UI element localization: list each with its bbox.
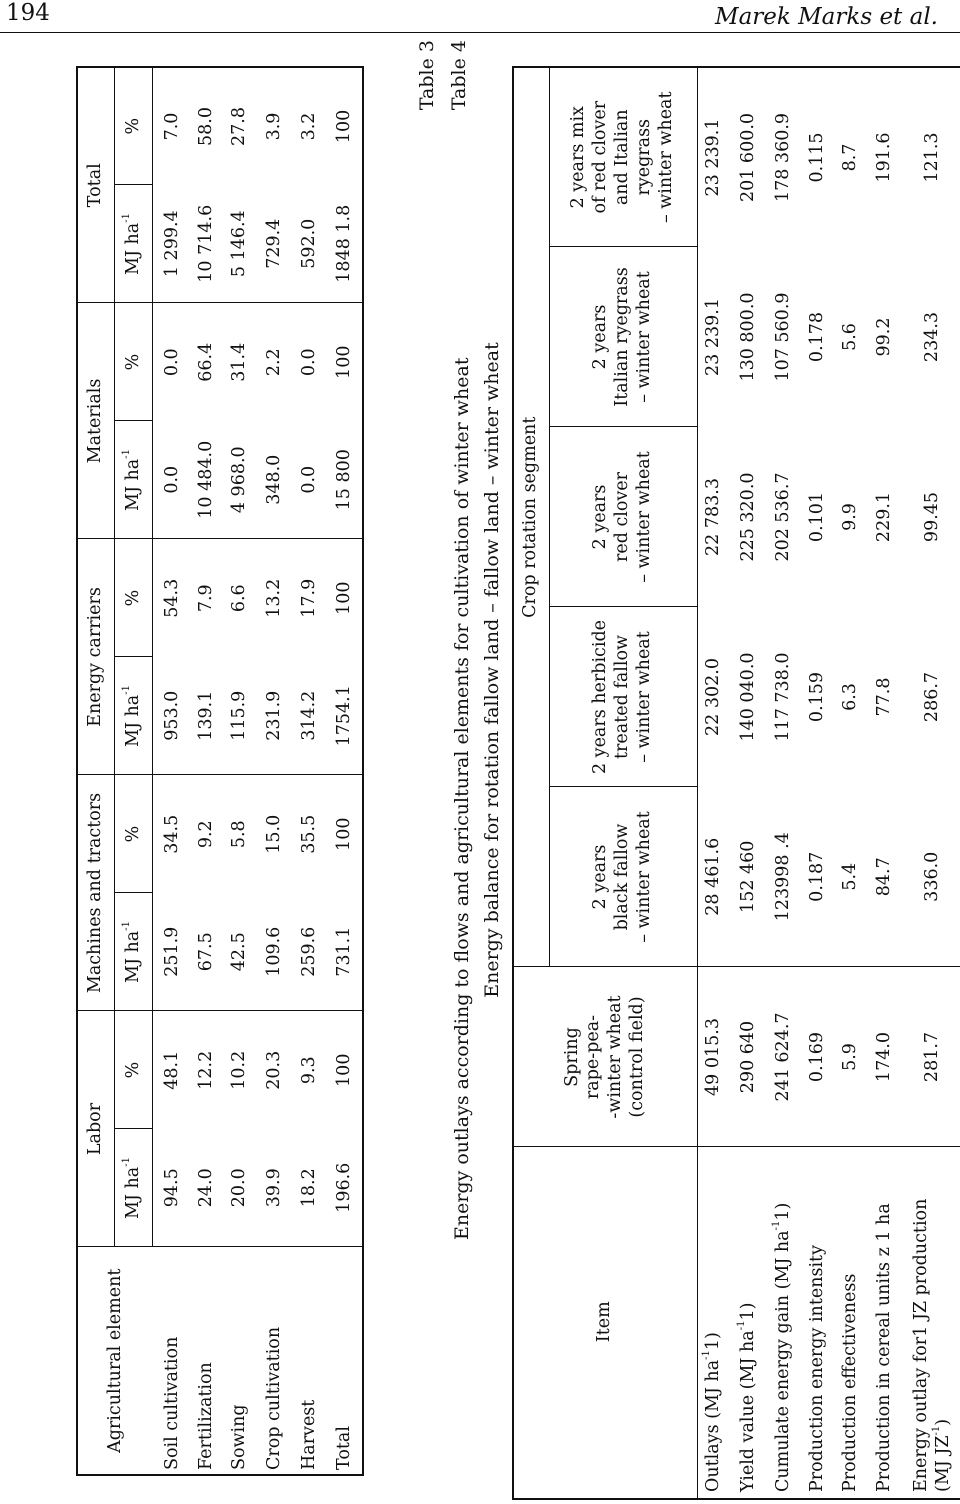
table-row [801, 67, 834, 1499]
table4-header-line: ryegrass [633, 118, 654, 196]
table4-cell: 0.187 [806, 851, 827, 902]
table3-cell: 67.5 [195, 932, 216, 972]
table4-cell: 99.45 [921, 491, 942, 543]
table4-cell: 201 600.0 [737, 112, 758, 203]
table4-row-label-line: Yield value (MJ $ha^{-1}1$) [735, 1302, 758, 1492]
table3-cell: 27.8 [229, 107, 249, 146]
table4-cell: 23 239.1 [703, 118, 724, 197]
table4-cell: 84.7 [873, 857, 894, 897]
table3-cell: 251.9 [162, 926, 183, 977]
table-row [766, 67, 801, 1499]
table4-header-line: – winter wheat [655, 91, 676, 224]
table3-cell: 348.0 [263, 454, 284, 505]
table3-cell: 259.6 [298, 926, 319, 977]
table4-row-label [801, 1147, 834, 1499]
table3-group-machines: Machines and tractors [77, 775, 114, 1011]
table4-cell: 191.6 [873, 132, 894, 183]
table-row [189, 67, 223, 1475]
unit-superscript: -1 [120, 449, 132, 459]
table4-cell: 28 461.6 [703, 837, 724, 916]
table3-row-label: Fertilization [189, 1247, 223, 1475]
table-row [834, 67, 867, 1499]
table4-header-line: 2 years [590, 844, 611, 910]
table4-header-segment: Crop rotation segment [513, 67, 549, 967]
table4-cell: 241 624.7 [766, 967, 801, 1147]
table4-row-label-line: Outlays (MJ $ha^{-1}1$) [701, 1332, 724, 1492]
table4-cell: 123998 .4 [772, 832, 793, 922]
table4-header-line: black fallow [612, 823, 633, 931]
table3-row-label: Total [326, 1247, 363, 1475]
table3-row-label: Soil cultivation [152, 1247, 189, 1475]
table4-cell: 225 320.0 [737, 472, 758, 562]
table3-unit-mj: MJ $ha^{-1}$ [114, 657, 152, 775]
table3-cell: 9.2 [189, 775, 223, 893]
table4-header-line: of red clover [590, 100, 611, 214]
table3-row-label: Sowing [223, 1247, 256, 1475]
table3-cell: 0.0 [292, 303, 326, 421]
table3-cell: 3.9 [263, 112, 284, 141]
table4-header-col-4 [549, 427, 697, 607]
table3-wrapper [76, 68, 364, 1476]
table3-cell: 231.9 [263, 690, 284, 741]
table4-header-line: 2 years mix [568, 106, 589, 209]
table4-row-label [697, 1147, 731, 1499]
table4-row-label-line: Energy outlay for1 JZ production [910, 1198, 931, 1492]
table3-cell: 7.0 [162, 112, 183, 141]
table3-unit-percent: % [114, 775, 152, 893]
table3-group-labor: Labor [77, 1011, 114, 1247]
table3-cell: 100 [326, 303, 363, 421]
table3-cell: 314.2 [298, 690, 319, 741]
table3-cell: 196.6 [333, 1162, 354, 1213]
table4-cell: 202 536.7 [772, 472, 793, 562]
table3-unit-percent: % [114, 67, 152, 185]
table4-header-line: – winter wheat [633, 451, 654, 583]
table3-unit-mj: MJ $ha^{-1}$ [114, 421, 152, 539]
table4-row-label [902, 1147, 960, 1499]
table4-cell: 130 800.0 [737, 292, 758, 382]
table4-row-label-line: (MJ $JZ^{-1}$) [930, 1418, 953, 1492]
table3-cell: 6.6 [223, 539, 256, 657]
table4-cell: 152 460 [737, 840, 758, 913]
table4-body [697, 67, 960, 1499]
unit-superscript: -1 [770, 1220, 782, 1231]
table3-cell: 15 800 [333, 449, 354, 511]
table3-cell: 20.0 [229, 1168, 249, 1208]
table3-cell: 58.0 [195, 107, 216, 146]
table4-title-block [446, 40, 506, 1120]
table3-cell: 12.2 [189, 1011, 223, 1129]
table3-cell: 7.9 [189, 539, 223, 657]
table4-cell: 8.7 [839, 143, 860, 172]
table-row [902, 67, 960, 1499]
header-rule [0, 32, 960, 33]
table3-cell: 35.5 [292, 775, 326, 893]
table3-cell: 5 146.4 [229, 210, 249, 278]
table3-cell: 139.1 [195, 690, 216, 741]
table3-cell: 42.5 [229, 932, 249, 972]
table4-header-col-5 [549, 247, 697, 427]
table3-group-energy-carriers: Energy carriers [77, 539, 114, 775]
table4-row-label-line: Cumulate energy gain (MJ $ha^{-1}1$) [770, 1202, 793, 1492]
table-row [152, 67, 189, 1475]
table3-label: Table 3 [416, 40, 438, 111]
table4-row-label-line: Production effectiveness [839, 1273, 860, 1492]
table4-row-label [731, 1147, 766, 1499]
table4-cell: 174.0 [867, 967, 902, 1147]
table3-cell: 10 714.6 [195, 204, 216, 283]
table3-cell: 4 968.0 [229, 446, 249, 514]
table3-cell: 18.2 [298, 1168, 319, 1208]
table3-cell: 13.2 [256, 539, 292, 657]
table4-row-label [834, 1147, 867, 1499]
table4-cell: 5.6 [839, 323, 860, 351]
table3-unit-mj: MJ $ha^{-1}$ [114, 1129, 152, 1247]
table4-header-col-2 [549, 787, 697, 967]
table3-row-label: Crop cultivation [256, 1247, 292, 1475]
table4-cell: 336.0 [921, 851, 942, 902]
table3-body [152, 67, 363, 1475]
table3-cell: 39.9 [263, 1168, 284, 1208]
table4-header-line: Spring [561, 1027, 582, 1087]
page-number: 194 [6, 0, 50, 26]
table-row [326, 67, 363, 1475]
table4-cell: 99.2 [873, 317, 894, 357]
table4-row-label [766, 1147, 801, 1499]
table4-header-line: -winter wheat [605, 995, 626, 1119]
table4-cell: 0.159 [806, 671, 827, 723]
table3-caption: Energy outlays according to flows and agricultural elements for cultivation of winter wheat [451, 357, 473, 1240]
table3-cell: 1754.1 [333, 685, 354, 747]
unit-superscript: -1 [120, 685, 132, 695]
table4-header-line: 2 years [590, 304, 611, 370]
table3-cell: 48.1 [152, 1011, 189, 1129]
table4-header-line: (control field) [627, 996, 648, 1118]
table4-cell: 0.169 [801, 967, 834, 1147]
table3-unit-mj: MJ $ha^{-1}$ [114, 185, 152, 303]
table4-cell: 290 640 [731, 967, 766, 1147]
table4-header-line: Italian ryegrass [612, 267, 633, 407]
table4-header-line: 2 years herbicide [590, 619, 611, 775]
table4-header-line: – winter wheat [633, 811, 654, 943]
table4-header-line: – winter wheat [633, 271, 654, 403]
table4-cell: 77.8 [873, 677, 894, 717]
table4-cell: 49 015.3 [697, 967, 731, 1147]
table4-header-line: rape-pea- [583, 1014, 604, 1100]
table4-cell: 5.4 [839, 862, 860, 891]
table4-cell: 23 239.1 [703, 298, 724, 376]
table4-cell: 178 360.9 [772, 112, 793, 203]
table-row [223, 67, 256, 1475]
table3-cell: 15.0 [256, 775, 292, 893]
table3-cell: 0.0 [298, 465, 319, 494]
table3-cell: 34.5 [152, 775, 189, 893]
table3-cell: 592.0 [298, 218, 319, 269]
table3-unit-percent: % [114, 1011, 152, 1129]
table4-caption: Energy balance for rotation fallow land – fallow land – winter wheat [481, 342, 503, 998]
table3-cell: 100 [333, 109, 354, 144]
table3-group-materials: Materials [77, 303, 114, 539]
table3-row-label: Harvest [292, 1247, 326, 1475]
unit-superscript: -1 [120, 1157, 132, 1167]
table4-row-label [867, 1147, 902, 1499]
table4-header-col-6 [549, 67, 697, 247]
table4-cell: 9.9 [839, 503, 860, 531]
table3-cell: 2.2 [256, 303, 292, 421]
table4-header-line: and Italian [612, 109, 633, 206]
table3-cell: 24.0 [195, 1168, 216, 1208]
table3-cell: 3.2 [298, 112, 319, 141]
table4-cell: 117 738.0 [772, 652, 793, 742]
table3-cell: 54.3 [152, 539, 189, 657]
table3-unit-percent: % [114, 539, 152, 657]
table4-cell: 234.3 [921, 311, 942, 363]
table3-cell: 5.8 [223, 775, 256, 893]
table4-row-label-line: Production in cereal units z 1 ha [873, 1203, 894, 1492]
table3-cell: 729.4 [263, 218, 284, 269]
table4-cell: 5.9 [834, 967, 867, 1147]
table4-cell: 121.3 [921, 132, 942, 183]
unit-superscript: -1 [701, 1350, 713, 1360]
unit-superscript: -1 [735, 1320, 747, 1331]
table3-cell: 100 [326, 1011, 363, 1129]
table3 [76, 66, 364, 1476]
table4-header-line: red clover [612, 471, 633, 563]
unit-superscript: -1 [120, 213, 132, 223]
unit-superscript: -1 [930, 1425, 942, 1436]
table3-cell: 953.0 [162, 690, 183, 741]
table3-cell: 20.3 [256, 1011, 292, 1129]
table-row [867, 67, 902, 1499]
table3-unit-mj: MJ $ha^{-1}$ [114, 893, 152, 1011]
table3-cell: 115.9 [229, 690, 249, 741]
table4-header-item: Item [513, 1147, 697, 1499]
table4-header-col-3 [549, 607, 697, 787]
table-row [292, 67, 326, 1475]
running-header-authors: Marek Marks et al. [715, 4, 938, 30]
table3-cell: 10 484.0 [195, 440, 216, 519]
table4-cell: 286.7 [921, 671, 942, 723]
table3-cell: 66.4 [189, 303, 223, 421]
table4-cell: 0.101 [806, 491, 827, 543]
table3-header-agricultural-element: Agricultural element [77, 1247, 152, 1475]
table3-cell: 100 [326, 539, 363, 657]
table3-cell: 10.2 [223, 1011, 256, 1129]
table3-cell: 0.0 [152, 303, 189, 421]
table4 [512, 66, 960, 1500]
table3-cell: 1848 1.8 [333, 204, 354, 283]
table4-cell: 229.1 [873, 491, 894, 543]
table3-cell: 31.4 [223, 303, 256, 421]
table4-header-line: 2 years [590, 484, 611, 550]
table4-label: Table 4 [448, 40, 470, 111]
table4-wrapper [512, 68, 960, 1500]
table4-cell: 0.178 [806, 311, 827, 363]
table3-cell: 1 299.4 [162, 210, 183, 278]
table3-group-total: Total [77, 67, 114, 303]
table3-unit-percent: % [114, 303, 152, 421]
table4-row-label-line: Production energy intensity [806, 1245, 827, 1492]
table3-cell: 9.3 [292, 1011, 326, 1129]
table4-cell: 22 302.0 [703, 658, 724, 736]
table4-header-col-1 [513, 967, 697, 1147]
table4-cell: 281.7 [902, 967, 960, 1147]
table-row [731, 67, 766, 1499]
table3-cell: 17.9 [292, 539, 326, 657]
table3-cell: 94.5 [162, 1168, 183, 1208]
table4-cell: 140 040.0 [737, 652, 758, 742]
unit-superscript: -1 [120, 921, 132, 931]
table4-cell: 6.3 [839, 683, 860, 711]
table3-cell: 109.6 [263, 926, 284, 977]
table4-header-line: treated fallow [612, 635, 633, 759]
table3-cell: 0.0 [162, 465, 183, 494]
table3-cell: 731.1 [333, 926, 354, 977]
table4-header-line: – winter wheat [633, 631, 654, 763]
table4-cell: 107 560.9 [772, 292, 793, 382]
table-row [697, 67, 731, 1499]
table3-cell: 100 [326, 775, 363, 893]
table4-cell: 22 783.3 [703, 478, 724, 556]
table-row [256, 67, 292, 1475]
table4-cell: 0.115 [806, 132, 827, 183]
